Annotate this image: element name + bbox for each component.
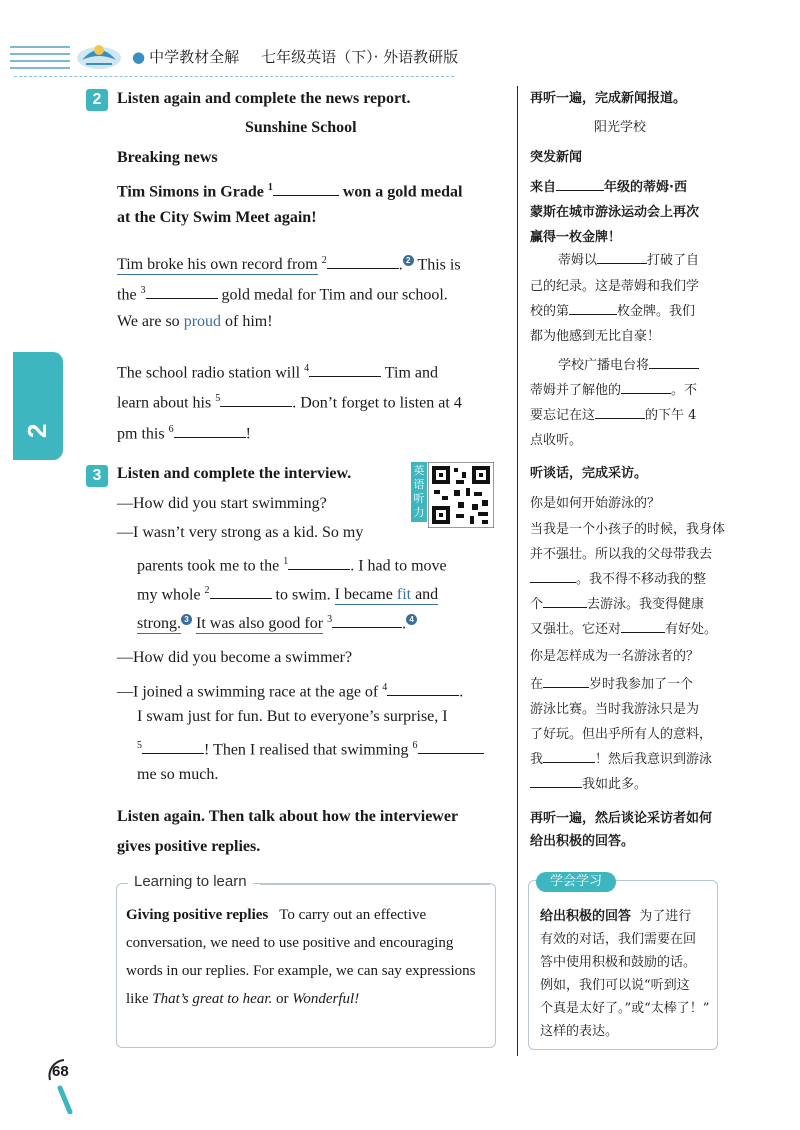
interview-blank-5[interactable] [142,740,204,754]
cn-box-line3: 答中使用积极和鼓励的话。 [540,955,697,970]
qr-code-icon[interactable] [428,462,494,528]
note-mark-2: 2 [403,255,414,266]
learning-line3: words in our replies. For example, we can say expressions [126,963,476,979]
cn-para2-line3: 要忘记在这 的下午 4 [530,408,697,423]
exercise-number-2: 2 [86,89,108,111]
task-line2: gives positive replies. [117,838,261,855]
interview-a2-line1: —I joined a swimming race at the age of $^4$ . [117,682,464,701]
cn-section2-instruction: 再听一遍，完成新闻报道。 [530,91,687,106]
cn-a2-line2: 游泳比赛。当时我游泳只是为 [530,702,700,717]
cn-a2-line4: 我 ！然后我意识到游泳 [530,752,713,767]
interview-a1-line4: strong. 3 It was also good for $^3$ . 4 [137,609,417,635]
cn-para1-line4: 都为他感到无比自豪！ [530,329,661,344]
cn-box-line4: 例如，我们可以说“听到这 [540,978,690,993]
cn-learning-tag: 学会学习 [536,872,616,892]
cn-para2-line2: 蒂姆并了解他的 。不 [530,383,698,398]
breaking-news-label: Breaking news [117,149,218,166]
header-title: ● 中学教材全解 七年级英语（下）· 外语教研版 [132,48,459,66]
blank-5[interactable] [220,393,292,407]
news-para2-line2: learn about his $^5$ . Don’t forget to listen at 4 [117,393,462,412]
cn-headline-line2: 蒙斯在城市游泳运动会上再次 [530,205,700,220]
interview-q1: —How did you start swimming? [117,495,327,512]
cn-task-line1: 再听一遍，然后谈论采访者如何 [530,811,713,826]
interview-a1-line1: —I wasn’t very strong as a kid. So my [117,524,364,541]
learning-line1: Giving positive replies To carry out an effective [126,907,427,923]
cn-para1-line2: 己的纪录。这是蒂姆和我们学 [530,279,700,294]
interview-a2-line3: $^5$ ! Then I realised that swimming $^6$ [137,735,484,761]
interview-a1-line3: my whole $^2$ to swim. I became fit and [137,585,439,604]
interview-a1-line2: parents took me to the $^1$ . I had to move [137,556,447,575]
page-number: 68 [52,1063,69,1080]
section3-instruction: Listen and complete the interview. [117,465,352,482]
cn-a2-line3: 了好玩。但出乎所有人的意料， [530,727,713,742]
cn-section3-instruction: 听谈话，完成采访。 [530,466,648,481]
news-para2-line1: The school radio station will $^4$ Tim and [117,363,438,382]
vocab-fit: fit [396,586,412,604]
cn-box-line1: 给出积极的回答 为了进行 [540,909,692,924]
cn-headline-line1: 来自 年级的蒂姆·西 [530,180,687,195]
cn-a1-line2: 并不强壮。所以我的父母带我去 [530,547,713,562]
task-line1: Listen again. Then talk about how the interviewer [117,808,459,825]
cn-q2: 你是怎样成为一名游泳者的？ [530,649,700,664]
section2-instruction: Listen again and complete the news report. [117,90,411,107]
cn-a1-line5: 又强壮。它还对 有好处。 [530,622,718,637]
book-subtitle: 七年级英语（下）· 外语教研版 [261,48,459,66]
page-header [0,38,800,78]
cn-headline-line3: 赢得一枚金牌！ [530,230,622,245]
interview-blank-6[interactable] [418,740,484,754]
learning-box-title: Learning to learn [128,873,253,890]
unit-tab [13,352,108,460]
note-mark-4: 4 [406,614,417,625]
news-school-title: Sunshine School [245,119,357,136]
blank-1[interactable] [273,182,339,196]
interview-a2-line2: I swam just for fun. But to everyone’s surprise, I [137,708,448,725]
cn-breaking-news: 突发新闻 [530,150,583,165]
news-headline-line2: at the City Swim Meet again! [117,209,317,226]
column-divider [517,86,518,1056]
cn-para1-line3: 校的第 枚金牌。我们 [530,304,696,319]
cn-a1-line3: 。我不得不移动我的整 [530,569,706,591]
cn-school-title: 阳光学校 [594,120,647,135]
learning-line2: conversation, we need to use positive and encouraging [126,935,454,951]
cn-box-line2: 有效的对话，我们需要在回 [540,932,697,947]
news-para1-line2: the $^3$ gold medal for Tim and our school. [117,285,448,304]
news-para1-line3: We are so proud of him! [117,313,273,330]
cn-a2-line5: 我如此多。 [530,774,647,796]
news-headline-line1: Tim Simons in Grade $^1$ won a gold medal [117,182,463,201]
interview-a2-line4: me so much. [137,766,219,783]
interview-blank-3[interactable] [332,614,402,628]
interview-blank-4[interactable] [387,682,459,696]
header-stripes [10,46,80,74]
book-title: 中学教材全解 [149,48,240,66]
blank-4[interactable] [309,363,381,377]
blank-2[interactable] [327,255,399,269]
note-mark-3: 3 [181,614,192,625]
blank-6[interactable] [174,424,246,438]
blank-3[interactable] [146,285,218,299]
news-para2-line3: pm this $^6$ ! [117,424,251,443]
unit-number: 2 [22,423,52,438]
header-rule [14,76,454,77]
exercise-number-3: 3 [86,465,108,487]
interview-blank-1[interactable] [288,556,350,570]
unit-label: Unit 2 [22,406,108,438]
cn-a2-line1: 在 岁时我参加了一个 [530,677,694,692]
cn-para2-line1: 学校广播电台将 [558,355,699,377]
cn-box-line6: 这样的表达。 [540,1024,619,1039]
cn-a1-line1: 当我是一个小孩子的时候，我身体 [530,522,726,537]
book-logo-icon [72,38,126,72]
cn-a1-line4: 个 去游泳。我变得健康 [530,597,705,612]
learning-line4: like That’s great to hear. or Wonderful! [126,991,360,1007]
cn-para2-line4: 点收听。 [530,433,583,448]
learning-box-rule [260,884,490,885]
interview-blank-2[interactable] [210,585,272,599]
vocab-proud: proud [183,313,222,330]
interview-q2: —How did you become a swimmer? [117,649,353,666]
cn-q1: 你是如何开始游泳的？ [530,496,661,511]
listening-label: 英语听力 [411,462,427,522]
cn-task-line2: 给出积极的回答。 [530,834,635,849]
cn-box-line5: 个真是太好了。”或“太棒了！” [540,1001,710,1016]
news-para1-line1: Tim broke his own record from $^2$ . 2 This is [117,255,461,274]
cn-para1-line1: 蒂姆以 打破了自 [558,253,700,268]
